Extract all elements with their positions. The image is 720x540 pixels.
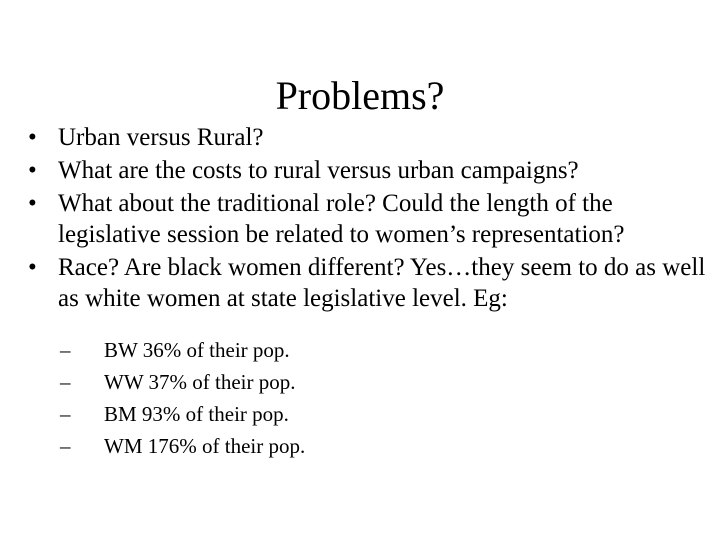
bullet-marker: • [28, 190, 37, 217]
slide-title-text: Problems? [275, 73, 445, 118]
sub-bullet-text: WW 37% of their pop. [104, 370, 296, 394]
dash-marker: – [60, 434, 71, 458]
slide-title [0, 72, 720, 120]
bullet-text: Urban versus Rural? [58, 124, 264, 151]
bullet-marker: • [28, 254, 37, 281]
sub-bullet-text: BW 36% of their pop. [104, 338, 290, 362]
sub-bullet-item [56, 430, 712, 462]
dash-marker: – [60, 338, 71, 362]
bullet-text: What about the traditional role? Could the length of the legislative session be related to women’s representation? [58, 190, 625, 248]
bullet-marker: • [28, 157, 37, 184]
bullet-item [22, 155, 712, 186]
sub-bullet-list [56, 334, 712, 462]
sub-bullet-item [56, 398, 712, 430]
bullet-text: What are the costs to rural versus urban campaigns? [58, 157, 579, 184]
dash-marker: – [60, 370, 71, 394]
bullet-item [22, 252, 712, 462]
bullet-item [22, 122, 712, 153]
dash-marker: – [60, 402, 71, 426]
bullet-text: Race? Are black women different? Yes…they seem to do as well as white women at state legislative level. Eg: [58, 254, 706, 312]
bullet-list [22, 122, 712, 464]
bullet-marker: • [28, 124, 37, 151]
sub-bullet-item [56, 366, 712, 398]
sub-bullet-item [56, 334, 712, 366]
sub-bullet-text: BM 93% of their pop. [104, 402, 289, 426]
sub-bullet-text: WM 176% of their pop. [104, 434, 306, 458]
bullet-item [22, 188, 712, 250]
